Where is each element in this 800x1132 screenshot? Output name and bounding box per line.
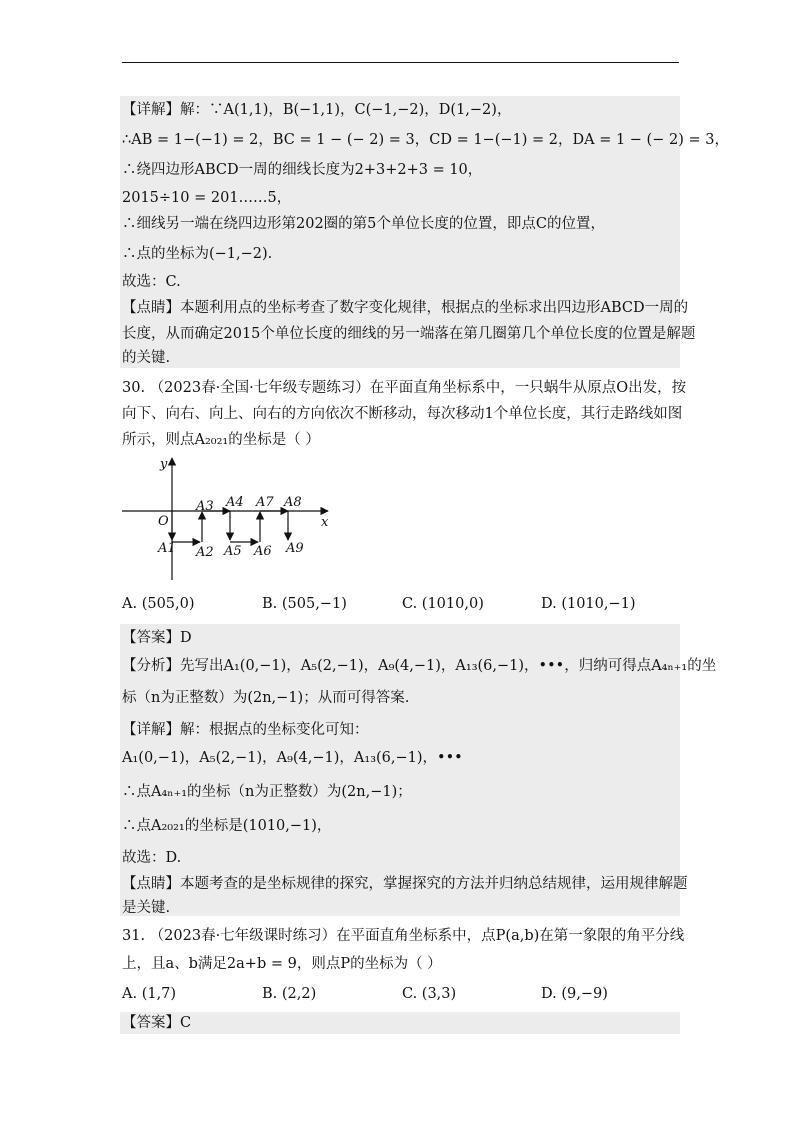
q30-option-b: B. (505,−1) [262,596,347,612]
q30-stem-line-2: 向下、向右、向上、向右的方向依次不断移动，每次移动1个单位长度，其行走路线如图 [122,406,683,422]
q30-answer: 【答案】D [122,630,192,646]
x-label: x [321,515,329,530]
q30-option-a: A. (505,0) [122,596,195,612]
q30-analysis-line-2: 标（n为正整数）为(2n,−1)；从而可得答案. [122,690,410,706]
a9-label: A9 [286,541,304,556]
q30-detail-line-1: 【详解】解：根据点的坐标变化可知： [122,722,369,738]
a1-label: A1 [158,541,176,556]
q31-option-a: A. (1,7) [122,986,177,1002]
q29-detail-line-7: 故选：C. [122,274,181,290]
q31-stem-line-1: 31. （2023春·七年级课时练习）在平面直角坐标系中，点P(a,b)在第一象限的角平分线 [122,928,685,944]
q31-option-c: C. (3,3) [402,986,457,1002]
q29-detail-line-4: 2015÷10 = 201……5， [122,190,292,206]
q30-comment-line-2: 是关键. [122,900,171,916]
origin-label: O [158,514,169,529]
q31-option-d: D. (9,−9) [541,986,608,1002]
q30-stem-line-3: 所示，则点A₂₀₂₁的坐标是（ ） [122,432,320,448]
a8-label: A8 [284,495,302,510]
q30-detail-line-2: A₁(0,−1)，A₅(2,−1)，A₉(4,−1)，A₁₃(6,−1)，••• [122,750,463,766]
q31-stem-line-2: 上，且a、b满足2a+b = 9，则点P的坐标为（ ） [122,956,442,972]
a4-label: A4 [226,495,244,510]
q31-answer: 【答案】C [122,1015,192,1031]
q31-solution-block [120,1012,680,1034]
q29-comment-line-2: 长度，从而确定2015个单位长度的细线的另一端落在第几圈第几个单位长度的位置是解题 [122,326,696,342]
q31-option-b: B. (2,2) [262,986,317,1002]
a6-label: A6 [254,544,272,559]
q30-detail-line-3: ∴点A₄ₙ₊₁的坐标（n为正整数）为(2n,−1)； [122,784,412,800]
q30-detail-line-5: 故选：D. [122,850,182,866]
q29-comment-line-3: 的关键. [122,350,171,366]
y-label: y [160,457,168,472]
header-rule [122,62,679,63]
q29-detail-line-1: 【详解】解：∵A(1,1)，B(−1,1)，C(−1,−2)，D(1,−2)， [122,102,512,118]
q30-stem-line-1: 30. （2023春·全国·七年级专题练习）在平面直角坐标系中，一只蜗牛从原点O出发，按 [122,380,687,396]
q30-analysis-line-1: 【分析】先写出A₁(0,−1)，A₅(2,−1)，A₉(4,−1)，A₁₃(6,−1)，•••，归纳可得点A₄ₙ₊₁的坐 [122,658,717,674]
q29-detail-line-6: ∴点的坐标为(−1,−2). [122,246,273,262]
q30-detail-line-4: ∴点A₂₀₂₁的坐标是(1010,−1)， [122,818,332,834]
a2-label: A2 [196,545,214,560]
q29-detail-line-3: ∴绕四边形ABCD一周的细线长度为2+3+2+3 = 10， [122,162,483,178]
q29-detail-line-2: ∴AB = 1−(−1) = 2，BC = 1 − (− 2) = 3，CD = 1−(−1) = 2，DA = 1 − (− 2) = 3， [122,132,729,148]
q30-comment-line-1: 【点睛】本题考查的是坐标规律的探究，掌握探究的方法并归纳总结规律，运用规律解题 [122,876,688,892]
q29-comment-line-1: 【点睛】本题利用点的坐标考查了数字变化规律，根据点的坐标求出四边形ABCD一周的 [122,300,689,316]
a5-label: A5 [224,544,242,559]
q30-option-c: C. (1010,0) [402,596,484,612]
a3-label: A3 [196,499,214,514]
q29-detail-line-5: ∴细线另一端在绕四边形第202圈的第5个单位长度的位置，即点C的位置， [122,216,605,232]
a7-label: A7 [256,495,274,510]
q30-option-d: D. (1010,−1) [541,596,636,612]
snail-path-figure [118,452,348,584]
